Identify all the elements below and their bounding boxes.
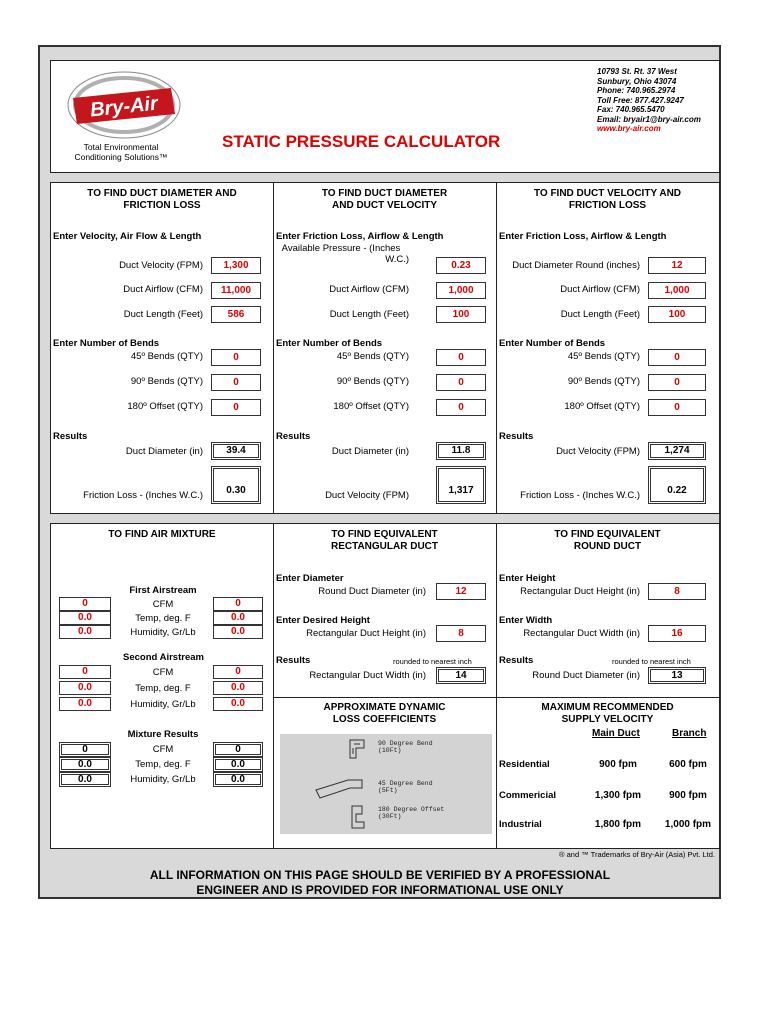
mix-a1-cfm[interactable]: 0 xyxy=(59,597,111,611)
round-width-input[interactable]: 16 xyxy=(648,625,706,642)
mix-result-cfm-right: 0 xyxy=(213,742,263,757)
c2-header: TO FIND DUCT DIAMETER AND DUCT VELOCITY xyxy=(321,188,448,211)
loss-180-ft: (30Ft) xyxy=(378,813,402,820)
rect-diameter-input[interactable]: 12 xyxy=(436,583,486,600)
disclaimer: ALL INFORMATION ON THIS PAGE SHOULD BE VERIFIED BY A PROFESSIONAL ENGINEER AND IS PROVIDED FOR INFORMATIONAL USE ONLY xyxy=(149,868,611,897)
mixture-equivalent-panel: TO FIND AIR MIXTURE First Airstream 0 CFM 0 0.0 Temp, deg. F 0.0 0.0 Humidity, Gr/Lb 0.0 Second Airstream 0 CFM 0 0.0 Temp, deg. F 0.0 0.0 Humidity, Gr/Lb 0.0 Mixture Results 0 CFM 0 0.0 Temp, deg. F 0.0 0.0 Humidity, Gr/Lb 0.0 TO FIND EQUIVALENT RECTANGULAR DUCT Enter Diameter Round Duct Diameter (in) 12 Enter Desired Height Rectangular Duct Height (in) 8 Results rounded to nearest inch Rectangular Duct Width (in) 14 TO FIND EQUIVALENT ROUND DUCT Enter Height Rectangular Duct Height (in) 8 Enter Width Rectangular Duct Width (in) 16 Results rounded to nearest inch Round Duct Diameter (in) 13 APPROXIMATE DYNAMIC LOSS COEFFICIENTS 90 Degree Bend (10Ft) 45 Degree Bend (5Ft) 180 Degree Offset (30Ft) MAXIMUM RECOMMENDED SUPPLY VELOCITY Main Duct Branch Residential 900 fpm 600 fpm Commericial 1,300 fpm 900 fpm Industrial 1,800 fpm 1,000 fpm xyxy=(50,523,720,849)
c3-bends45-input[interactable]: 0 xyxy=(648,349,706,366)
loss-180-label: 180 Degree Offset xyxy=(378,806,445,813)
rect-header: TO FIND EQUIVALENT RECTANGULAR DUCT xyxy=(330,529,439,552)
mix-a2-temp-right[interactable]: 0.0 xyxy=(213,681,263,695)
trademark-note: ® and ™ Trademarks of Bry-Air (Asia) Pvt. Ltd. xyxy=(559,850,715,859)
c3-velocity-result: 1,274 xyxy=(648,442,706,460)
mix-a2-cfm[interactable]: 0 xyxy=(59,665,111,679)
mix-a1-cfm-right[interactable]: 0 xyxy=(213,597,263,611)
header-panel xyxy=(50,60,720,173)
mix-a2-humidity-right[interactable]: 0.0 xyxy=(213,697,263,711)
c3-diameter-input[interactable]: 12 xyxy=(648,257,706,274)
c1-friction-result: 0.30 xyxy=(211,466,261,504)
bry-air-logo xyxy=(65,69,183,141)
round-height-input[interactable]: 8 xyxy=(648,583,706,600)
mix-a1-humidity[interactable]: 0.0 xyxy=(59,625,111,639)
loss-90-ft: (10Ft) xyxy=(378,747,402,754)
c3-length-input[interactable]: 100 xyxy=(648,306,706,323)
loss-header: APPROXIMATE DYNAMIC LOSS COEFFICIENTS xyxy=(323,702,446,725)
contact-block: 10793 St. Rt. 37 West Sunbury, Ohio 43074 Phone: 740.965.2974 Toll Free: 877.427.9247 Fax: 740.965.5470 Email: bryair1@bry-air.com www.bry-air.com xyxy=(597,67,701,133)
tagline: Total Environmental Conditioning Solutions™ xyxy=(74,142,168,162)
c2-velocity-result: 1,317 xyxy=(436,466,486,504)
c3-header: TO FIND DUCT VELOCITY AND FRICTION LOSS xyxy=(533,188,682,211)
c1-diameter-result: 39.4 xyxy=(211,442,261,460)
c2-airflow-input[interactable]: 1,000 xyxy=(436,282,486,299)
mix-a1-temp-right[interactable]: 0.0 xyxy=(213,611,263,625)
calculator-sheet xyxy=(38,45,721,899)
c2-pressure-input[interactable]: 0.23 xyxy=(436,257,486,274)
c3-offset180-input[interactable]: 0 xyxy=(648,399,706,416)
mix-a2-temp[interactable]: 0.0 xyxy=(59,681,111,695)
c2-diameter-result: 11.8 xyxy=(436,442,486,460)
mix-a2-humidity[interactable]: 0.0 xyxy=(59,697,111,711)
loss-90-label: 90 Degree Bend xyxy=(378,740,433,747)
mix-a2-cfm-right[interactable]: 0 xyxy=(213,665,263,679)
mix-a1-temp[interactable]: 0.0 xyxy=(59,611,111,625)
duct-calculators-panel: TO FIND DUCT DIAMETER AND FRICTION LOSS Enter Velocity, Air Flow & Length Duct Velocity (FPM) 1,300 Duct Airflow (CFM) 11,000 Duct Length (Feet) 586 Enter Number of Bends 45º Bends (QTY) 0 90º Bends (QTY) 0 180º Offset (QTY) 0 Results Duct Diameter (in) 39.4 Friction Loss - (Inches W.C.) 0.30 TO FIND DUCT DIAMETER AND DUCT VELOCITY Enter Friction Loss, Airflow & Length Available Pressure - (Inches W.C.) 0.23 Duct Airflow (CFM) 1,000 Duct Length (Feet) 100 Enter Number of Bends 45º Bends (QTY) 0 90º Bends (QTY) 0 180º Offset (QTY) 0 Results Duct Diameter (in) 11.8 Duct Velocity (FPM) 1,317 TO FIND DUCT VELOCITY AND FRICTION LOSS Enter Friction Loss, Airflow & Length Duct Diameter Round (inches) 12 Duct Airflow (CFM) 1,000 Duct Length (Feet) 100 Enter Number of Bends 45º Bends (QTY) 0 90º Bends (QTY) 0 180º Offset (QTY) 0 Results Duct Velocity (FPM) 1,274 Friction Loss - (Inches W.C.) 0.22 xyxy=(50,182,720,514)
round-diameter-result: 13 xyxy=(648,667,706,684)
c3-friction-result: 0.22 xyxy=(648,466,706,504)
c3-bends90-input[interactable]: 0 xyxy=(648,374,706,391)
website-link[interactable]: www.bry-air.com xyxy=(597,124,661,133)
c1-velocity-input[interactable]: 1,300 xyxy=(211,257,261,274)
c3-airflow-input[interactable]: 1,000 xyxy=(648,282,706,299)
page-title: STATIC PRESSURE CALCULATOR xyxy=(222,132,501,151)
c2-bends90-input[interactable]: 0 xyxy=(436,374,486,391)
c1-bends45-input[interactable]: 0 xyxy=(211,349,261,366)
supply-header: MAXIMUM RECOMMENDED SUPPLY VELOCITY xyxy=(541,702,674,725)
rect-width-result: 14 xyxy=(436,667,486,684)
c1-header: TO FIND DUCT DIAMETER AND FRICTION LOSS xyxy=(87,188,237,211)
mix-result-temp-right: 0.0 xyxy=(213,757,263,772)
mix-result-temp: 0.0 xyxy=(59,757,111,772)
c2-length-input[interactable]: 100 xyxy=(436,306,486,323)
mix-a1-humidity-right[interactable]: 0.0 xyxy=(213,625,263,639)
c1-bends90-input[interactable]: 0 xyxy=(211,374,261,391)
mix-result-humidity: 0.0 xyxy=(59,772,111,787)
c1-airflow-input[interactable]: 11,000 xyxy=(211,282,261,299)
c2-offset180-input[interactable]: 0 xyxy=(436,399,486,416)
round-header: TO FIND EQUIVALENT ROUND DUCT xyxy=(554,529,661,552)
mix-header: TO FIND AIR MIXTURE xyxy=(108,529,216,540)
loss-coefficients-diagram xyxy=(280,734,492,834)
mix-result-humidity-right: 0.0 xyxy=(213,772,263,787)
c1-offset180-input[interactable]: 0 xyxy=(211,399,261,416)
loss-45-ft: (5Ft) xyxy=(378,787,398,794)
rect-height-input[interactable]: 8 xyxy=(436,625,486,642)
c1-length-input[interactable]: 586 xyxy=(211,306,261,323)
svg-text:Bry-Air: Bry-Air xyxy=(89,92,159,122)
loss-45-label: 45 Degree Bend xyxy=(378,780,433,787)
c2-bends45-input[interactable]: 0 xyxy=(436,349,486,366)
mix-result-cfm: 0 xyxy=(59,742,111,757)
